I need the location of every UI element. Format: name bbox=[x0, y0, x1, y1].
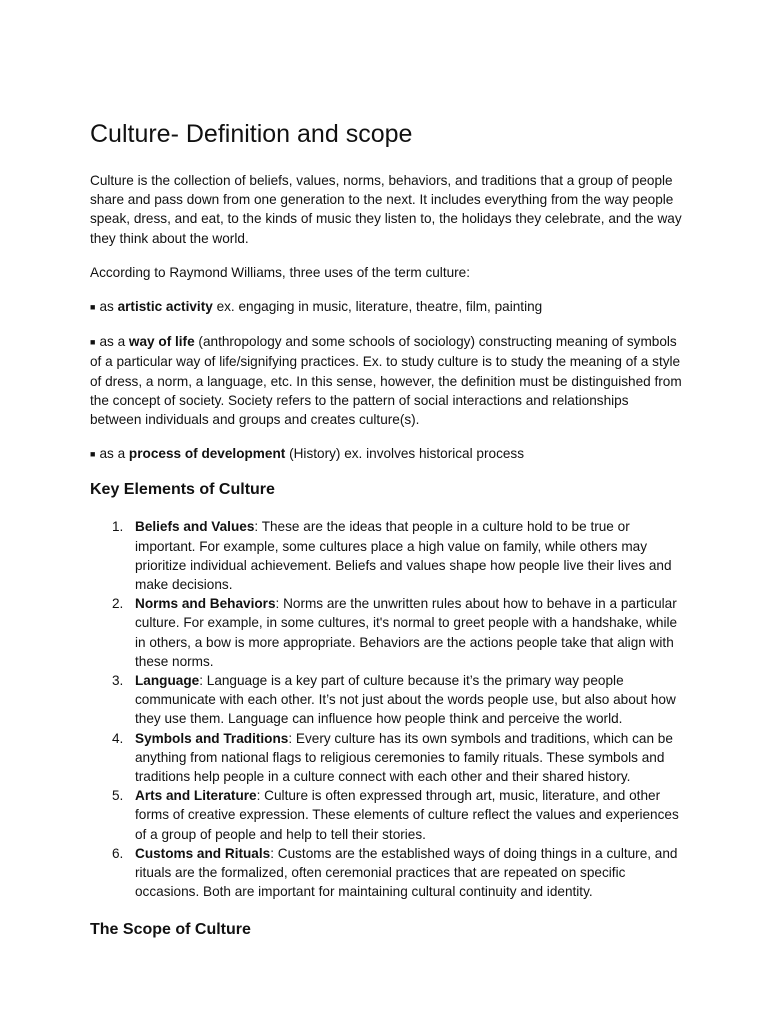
list-item-text: : Every culture has its own symbols and traditions, which can be anything from national flags to religious ceremonies to family rituals. These symbols and traditions help people in a culture connect with each other and their shared history. bbox=[135, 730, 673, 785]
list-item-text: : Culture is often expressed through art, music, literature, and other forms of creative expression. These elements of culture reflect the values and experiences of a group of people and help to tell their stories. bbox=[135, 788, 679, 842]
list-item-term: Customs and Rituals bbox=[135, 845, 271, 861]
document-page bbox=[90, 116, 682, 957]
list-item bbox=[90, 671, 682, 729]
list-item-number: 5. bbox=[112, 788, 124, 804]
use-way-of-life bbox=[90, 332, 682, 429]
list-item-number: 3. bbox=[112, 673, 124, 689]
use-process-of-development bbox=[90, 444, 682, 464]
list-item-term: Beliefs and Values bbox=[135, 519, 255, 535]
list-item-text: : These are the ideas that people in a culture hold to be true or important. For example, some cultures place a high value on family, while others may prioritize individual achievement. Beliefs and values shape how people live their lives and make decisions. bbox=[135, 519, 672, 593]
square-bullet-icon: ■ bbox=[90, 337, 96, 348]
list-item bbox=[90, 844, 682, 902]
list-item-term: Norms and Behaviors bbox=[135, 596, 276, 612]
list-item bbox=[90, 729, 682, 787]
use-text: ex. engaging in music, literature, theatre, film, painting bbox=[216, 299, 543, 315]
use-text: (anthropology and some schools of sociology) constructing meaning of symbols of a particular way of life/signifying practices. Ex. to study culture is to study the meaning of a style of dress, a norm, a language, etc. In this sense, however, the definition must be distinguished from the concept of society. Society refers to the pattern of social interactions and relationships between individuals and groups and creates culture(s). bbox=[90, 334, 682, 428]
list-item-term: Language bbox=[135, 673, 200, 689]
list-item-number: 6. bbox=[112, 845, 124, 861]
use-prefix: as a bbox=[99, 446, 126, 462]
intro-paragraph: Culture is the collection of beliefs, values, norms, behaviors, and traditions that a group of people share and pass down from one generation to the next. It includes everything from the way people speak, dress, and eat, to the kinds of music they listen to, the holidays they celebrate, and the way they think about the world. bbox=[90, 173, 682, 246]
list-item-number: 1. bbox=[112, 519, 124, 535]
key-elements-heading: Key Elements of Culture bbox=[90, 481, 275, 499]
square-bullet-icon: ■ bbox=[90, 449, 96, 460]
use-term: way of life bbox=[128, 334, 195, 350]
list-item-text: : Language is a key part of culture because it’s the primary way people communicate with each other. It’s not just about the words people use, but also about how they use them. Language can influence how people think and perceive the world. bbox=[135, 673, 676, 727]
use-artistic-activity bbox=[90, 297, 682, 317]
list-item-text: : Norms are the unwritten rules about how to behave in a particular culture. For example, in some cultures, it's normal to greet people with a handshake, while in others, a bow is more appropriate. Behaviors are the actions people take that align with these norms. bbox=[135, 596, 678, 669]
square-bullet-icon: ■ bbox=[90, 302, 96, 313]
list-item-number: 4. bbox=[112, 730, 124, 746]
williams-intro-paragraph: According to Raymond Williams, three uses of the term culture: bbox=[90, 264, 471, 280]
list-item bbox=[90, 594, 682, 671]
use-term: process of development bbox=[128, 446, 286, 462]
key-elements-list bbox=[90, 517, 682, 901]
list-item-number: 2. bbox=[112, 596, 124, 612]
use-text: (History) ex. involves historical process bbox=[289, 446, 525, 462]
use-prefix: as a bbox=[99, 334, 126, 350]
list-item bbox=[90, 786, 682, 844]
document-title: Culture- Definition and scope bbox=[90, 120, 413, 148]
use-term: artistic activity bbox=[117, 299, 213, 315]
scope-heading: The Scope of Culture bbox=[90, 920, 251, 938]
list-item-text: : Customs are the established ways of doing things in a culture, and rituals are the formalized, often ceremonial practices that are repeated on specific occasions. Both are important for maintaining cultural continuity and identity. bbox=[135, 845, 678, 900]
list-item bbox=[90, 517, 682, 594]
use-prefix: as bbox=[99, 299, 114, 315]
list-item-term: Arts and Literature bbox=[135, 788, 257, 804]
list-item-term: Symbols and Traditions bbox=[135, 730, 289, 746]
